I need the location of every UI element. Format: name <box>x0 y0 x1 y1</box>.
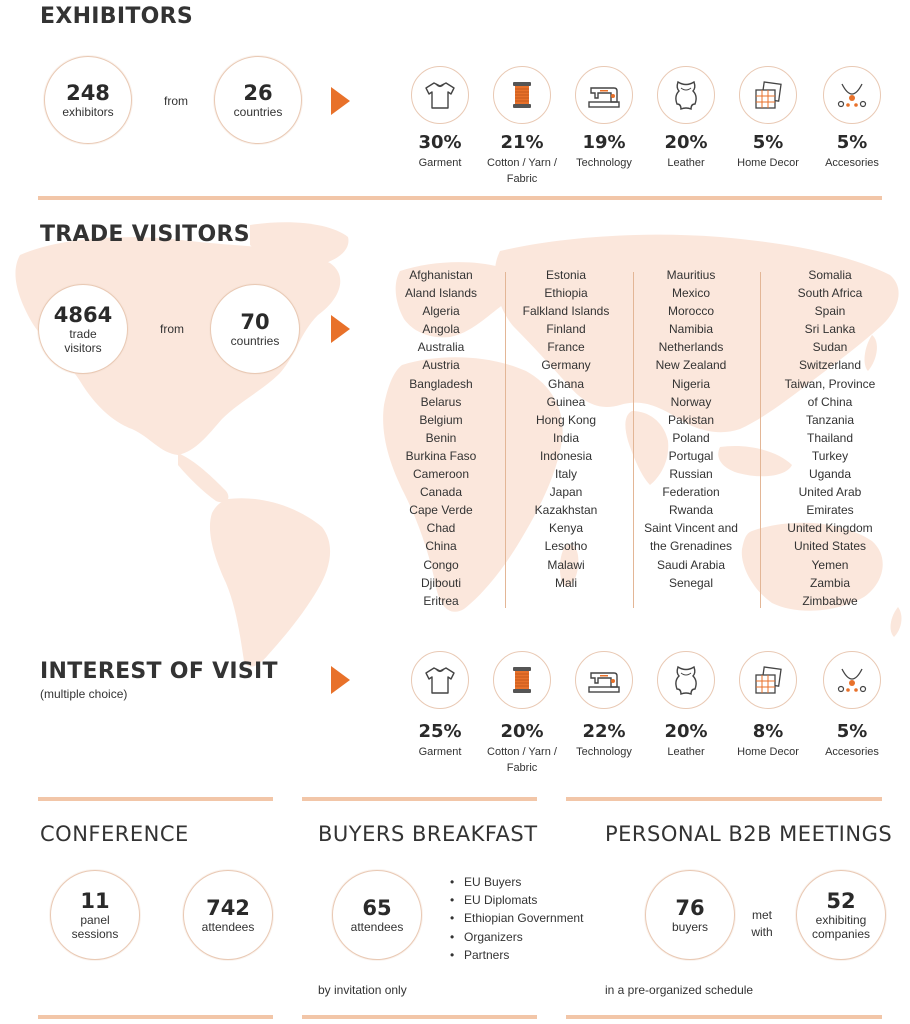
section-divider <box>302 797 537 801</box>
category-percent: 20% <box>500 721 544 742</box>
country-name: Guinea <box>546 394 586 409</box>
cushion-icon <box>739 66 797 124</box>
country-name: Somalia <box>808 268 852 282</box>
interest-category-accesories <box>812 651 892 761</box>
visitors-countries-label: countries <box>230 333 280 348</box>
shirt-icon <box>411 66 469 124</box>
country-name: Burkina Faso <box>405 448 477 463</box>
list-item: • Partners <box>450 946 583 964</box>
country-name: Emirates <box>806 503 854 518</box>
country-list-column-3 <box>627 266 755 592</box>
country-name: Algeria <box>422 304 460 319</box>
country-name: Spain <box>814 304 846 319</box>
country-name: Kazakhstan <box>534 503 598 518</box>
b2b-buyers-count: 76 <box>675 895 705 920</box>
country-name: Mauritius <box>666 268 716 282</box>
arrow-right-icon <box>331 666 350 694</box>
country-name: Bangladesh <box>409 376 473 391</box>
country-name: Saudi Arabia <box>656 557 726 572</box>
arrow-right-icon <box>331 315 350 343</box>
category-name: Leather <box>667 745 705 758</box>
country-name: Hong Kong <box>535 412 597 427</box>
category-percent: 5% <box>836 132 868 153</box>
country-name: Australia <box>417 340 465 355</box>
country-name: Mali <box>554 575 577 590</box>
breakfast-attendees-circle <box>332 870 422 960</box>
conference-attendees-circle <box>183 870 273 960</box>
country-name: Congo <box>423 557 459 572</box>
conference-sessions-count: 11 <box>80 888 110 913</box>
visitors-count-circle <box>38 284 128 374</box>
country-name: Malawi <box>547 557 585 572</box>
country-name: Pakistan <box>667 412 715 427</box>
country-list-column-2 <box>502 266 630 592</box>
category-name: Garment <box>418 745 462 758</box>
country-name: Kenya <box>548 521 584 536</box>
country-name: Sudan <box>812 340 848 355</box>
section-divider <box>566 1015 882 1019</box>
exhibitors-category-technology <box>564 66 644 172</box>
country-name: Taiwan, Province <box>784 376 876 391</box>
breakfast-note: by invitation only <box>318 983 407 997</box>
country-name: Nigeria <box>671 376 710 391</box>
column-divider <box>760 272 761 608</box>
country-name: New Zealand <box>655 358 727 373</box>
section-divider <box>302 1015 537 1019</box>
category-name: Technology <box>576 156 632 169</box>
conference-sessions-circle <box>50 870 140 960</box>
country-name: Thailand <box>806 430 854 445</box>
visitors-count: 4864 <box>53 302 113 327</box>
country-name: Federation <box>662 485 720 500</box>
country-name: Benin <box>425 430 457 445</box>
category-name: Garment <box>418 156 462 169</box>
exhibitors-title: EXHIBITORS <box>40 4 194 29</box>
category-percent: 19% <box>582 132 626 153</box>
category-percent: 8% <box>752 721 784 742</box>
interest-category-cotton <box>482 651 562 777</box>
country-name: Senegal <box>668 575 714 590</box>
interest-category-home-decor <box>728 651 808 761</box>
country-name: Angola <box>422 322 460 337</box>
conference-attendees-label: attendees <box>201 919 255 934</box>
country-name: Eritrea <box>423 593 459 608</box>
country-name: Belarus <box>420 394 462 409</box>
category-percent: 22% <box>582 721 626 742</box>
category-name: Accesories <box>825 745 879 758</box>
necklace-icon <box>823 66 881 124</box>
country-name: Portugal <box>668 448 714 463</box>
breakfast-guest-list <box>450 873 583 964</box>
category-percent: 5% <box>752 132 784 153</box>
exhibitors-countries-label: countries <box>233 104 283 119</box>
country-name: Indonesia <box>539 448 593 463</box>
exhibitors-category-cotton <box>482 66 562 188</box>
country-name: India <box>552 430 580 445</box>
visitors-countries-circle <box>210 284 300 374</box>
b2b-note: in a pre-organized schedule <box>605 983 754 997</box>
country-name: Yemen <box>811 557 849 572</box>
interest-title: INTEREST OF VISIT <box>40 659 278 684</box>
necklace-icon <box>823 651 881 709</box>
visitors-count-label: trade visitors <box>64 326 102 356</box>
interest-category-technology <box>564 651 644 761</box>
thread-spool-icon <box>493 651 551 709</box>
shirt-icon <box>411 651 469 709</box>
b2b-companies-label: exhibiting companies <box>811 912 871 942</box>
breakfast-attendees-label: attendees <box>350 919 404 934</box>
category-name: Cotton / Yarn / Fabric <box>487 156 557 185</box>
breakfast-attendees-count: 65 <box>362 895 392 920</box>
country-name: Uganda <box>808 467 852 482</box>
country-name: Namibia <box>668 322 713 337</box>
country-name: Poland <box>672 430 710 445</box>
category-name: Accesories <box>825 156 879 169</box>
country-list-column-4 <box>766 266 894 610</box>
category-percent: 25% <box>418 721 462 742</box>
country-name: Djibouti <box>420 575 462 590</box>
b2b-companies-circle <box>796 870 886 960</box>
list-item: • Ethiopian Government <box>450 909 583 927</box>
country-name: Morocco <box>667 304 714 319</box>
section-divider <box>38 1015 273 1019</box>
category-percent: 21% <box>500 132 544 153</box>
b2b-buyers-label: buyers <box>671 919 709 934</box>
section-divider <box>38 797 273 801</box>
b2b-title: PERSONAL B2B MEETINGS <box>605 822 893 846</box>
country-name: Estonia <box>545 268 587 282</box>
cushion-icon <box>739 651 797 709</box>
country-name: Belgium <box>419 412 463 427</box>
sewing-machine-icon <box>575 651 633 709</box>
country-name: Russian <box>669 467 713 482</box>
category-name: Cotton / Yarn / Fabric <box>487 745 557 774</box>
country-name: Zambia <box>809 575 850 590</box>
country-name: Germany <box>541 358 591 373</box>
breakfast-title: BUYERS BREAKFAST <box>318 822 538 846</box>
category-name: Home Decor <box>737 156 799 169</box>
interest-subtitle: (multiple choice) <box>40 687 128 701</box>
country-name: the Grenadines <box>649 539 733 554</box>
b2b-companies-count: 52 <box>826 888 856 913</box>
section-divider <box>566 797 882 801</box>
arrow-right-icon <box>331 87 350 115</box>
category-percent: 5% <box>836 721 868 742</box>
list-item: • Organizers <box>450 928 583 946</box>
exhibitors-count: 248 <box>66 80 110 105</box>
country-name: Canada <box>419 485 463 500</box>
country-name: United Kingdom <box>787 521 873 536</box>
country-name: Mexico <box>671 286 710 301</box>
conference-sessions-label: panel sessions <box>71 912 119 942</box>
country-name: Austria <box>422 358 460 373</box>
section-divider <box>38 196 882 200</box>
country-name: China <box>425 539 457 554</box>
country-list-column-1 <box>377 266 505 610</box>
exhibitors-category-leather <box>646 66 726 172</box>
interest-category-leather <box>646 651 726 761</box>
category-name: Home Decor <box>737 745 799 758</box>
country-name: Japan <box>549 485 583 500</box>
country-name: Turkey <box>811 448 849 463</box>
list-item: • EU Diplomats <box>450 891 583 909</box>
country-name: Tanzania <box>805 412 855 427</box>
country-name: of China <box>807 394 853 409</box>
b2b-met-with-label: met with <box>751 908 773 939</box>
exhibitors-category-garment <box>400 66 480 172</box>
conference-attendees-count: 742 <box>206 895 250 920</box>
country-name: Italy <box>554 467 577 482</box>
country-name: Ethiopia <box>544 286 588 301</box>
country-name: Ghana <box>547 376 585 391</box>
country-name: South Africa <box>797 286 863 301</box>
sewing-machine-icon <box>575 66 633 124</box>
country-name: Afghanistan <box>409 268 473 282</box>
category-name: Technology <box>576 745 632 758</box>
country-name: Netherlands <box>658 340 724 355</box>
country-name: United States <box>793 539 867 554</box>
interest-category-garment <box>400 651 480 761</box>
exhibitors-countries-circle <box>214 56 302 144</box>
exhibitors-category-home-decor <box>728 66 808 172</box>
b2b-buyers-circle <box>645 870 735 960</box>
exhibitors-count-circle <box>44 56 132 144</box>
country-name: France <box>547 340 585 355</box>
conference-title: CONFERENCE <box>40 822 189 846</box>
category-percent: 20% <box>664 132 708 153</box>
list-item: • EU Buyers <box>450 873 583 891</box>
country-name: Aland Islands <box>404 286 478 301</box>
country-name: Finland <box>546 322 586 337</box>
visitors-countries-count: 70 <box>240 309 270 334</box>
category-percent: 20% <box>664 721 708 742</box>
exhibitors-category-accesories <box>812 66 892 172</box>
exhibitors-countries-count: 26 <box>243 80 273 105</box>
country-name: Chad <box>426 521 456 536</box>
country-name: Zimbabwe <box>802 593 858 608</box>
country-name: Falkland Islands <box>522 304 610 319</box>
thread-spool-icon <box>493 66 551 124</box>
country-name: Cameroon <box>412 467 470 482</box>
trade-visitors-title: TRADE VISITORS <box>40 222 250 247</box>
country-name: United Arab <box>798 485 862 500</box>
leather-hide-icon <box>657 651 715 709</box>
country-name: Sri Lanka <box>804 322 856 337</box>
country-name: Saint Vincent and <box>644 521 738 536</box>
visitors-from-label: from <box>160 322 184 336</box>
country-name: Switzerland <box>798 358 862 373</box>
country-name: Norway <box>670 394 712 409</box>
country-name: Cape Verde <box>409 503 473 518</box>
exhibitors-count-label: exhibitors <box>62 104 114 119</box>
leather-hide-icon <box>657 66 715 124</box>
country-name: Rwanda <box>668 503 714 518</box>
category-percent: 30% <box>418 132 462 153</box>
country-name: Lesotho <box>544 539 588 554</box>
exhibitors-from-label: from <box>164 94 188 108</box>
category-name: Leather <box>667 156 705 169</box>
